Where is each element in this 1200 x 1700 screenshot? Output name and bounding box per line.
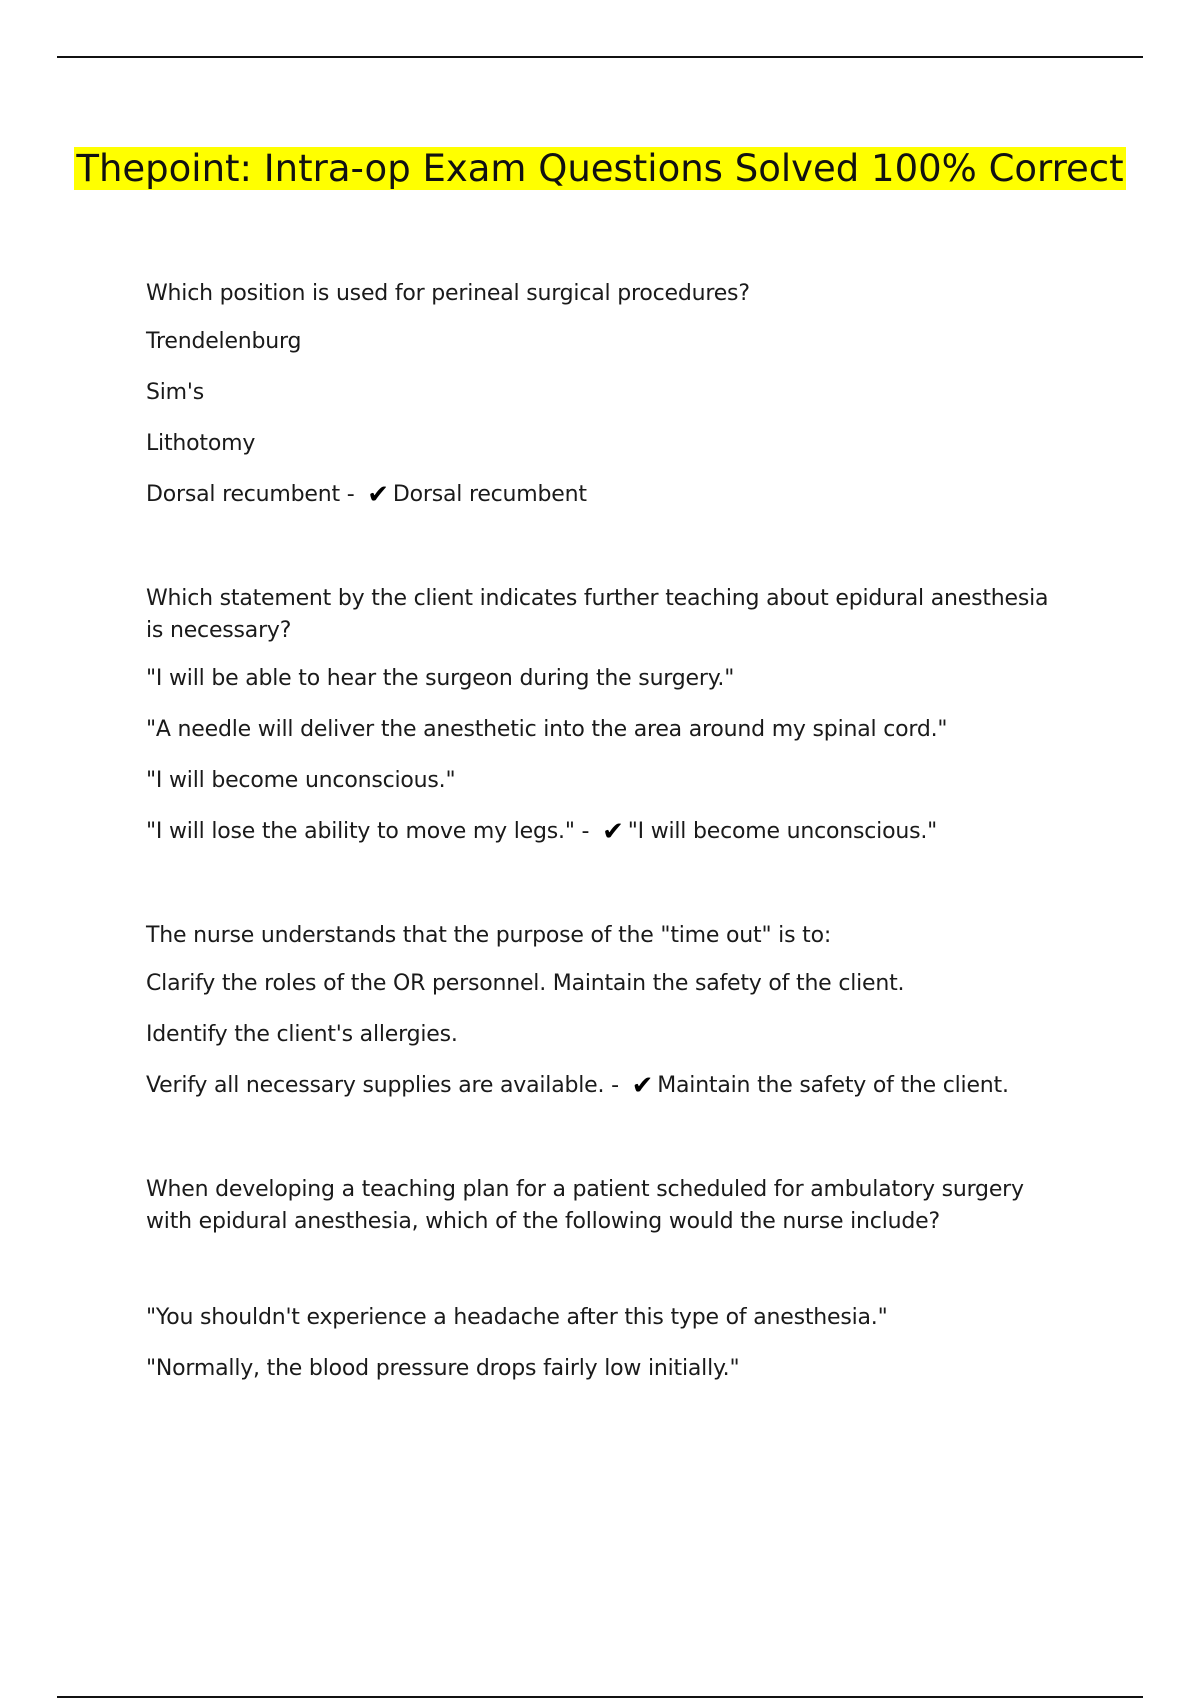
question-block-1 xyxy=(146,278,1066,511)
question-text: Which statement by the client indicates further teaching about epidural anesthesia is necessary? xyxy=(146,586,1049,643)
question-text: The nurse understands that the purpose of the "time out" is to: xyxy=(146,923,832,948)
header-rule xyxy=(57,56,1143,58)
option-text: "A needle will deliver the anesthetic into the area around my spinal cord." xyxy=(146,717,948,742)
option-text: Verify all necessary supplies are available. - xyxy=(146,1073,619,1098)
answer-line xyxy=(146,816,1066,848)
question-block-4 xyxy=(146,1174,1066,1385)
option-text: Trendelenburg xyxy=(146,329,302,354)
answer-text: Maintain the safety of the client. xyxy=(657,1073,1009,1098)
option-text: "Normally, the blood pressure drops fairly low initially." xyxy=(146,1356,740,1381)
title-block xyxy=(0,140,1200,198)
answer-text: Dorsal recumbent xyxy=(392,482,587,507)
option-text: "I will lose the ability to move my legs." - xyxy=(146,819,590,844)
answer-line xyxy=(146,1070,1066,1102)
question-text: When developing a teaching plan for a patient scheduled for ambulatory surgery with epidural anesthesia, which of the following would the nurse include? xyxy=(146,1177,1024,1234)
checkmark-icon: ✔ xyxy=(602,817,624,847)
option-text: "You shouldn't experience a headache after this type of anesthesia." xyxy=(146,1305,888,1330)
option-text: Identify the client's allergies. xyxy=(146,1022,458,1047)
question-block-2 xyxy=(146,583,1066,848)
option-text: "I will be able to hear the surgeon during the surgery." xyxy=(146,666,735,691)
footer-rule xyxy=(57,1696,1143,1698)
page-title: Thepoint: Intra-op Exam Questions Solved 100% Correct xyxy=(76,147,1124,190)
option-text: "I will become unconscious." xyxy=(146,768,456,793)
checkmark-icon: ✔ xyxy=(367,480,389,510)
option-text: Clarify the roles of the OR personnel. Maintain the safety of the client. xyxy=(146,971,905,996)
spacer xyxy=(146,1254,1066,1302)
checkmark-icon: ✔ xyxy=(631,1071,654,1101)
answer-text: "I will become unconscious." xyxy=(627,819,938,844)
option-text: Sim's xyxy=(146,380,205,405)
option-text: Dorsal recumbent - xyxy=(146,482,355,507)
question-block-3 xyxy=(146,920,1066,1102)
option-text: Lithotomy xyxy=(146,431,256,456)
question-text: Which position is used for perineal surgical procedures? xyxy=(146,281,750,306)
answer-line xyxy=(146,479,1066,511)
question-list xyxy=(146,278,1066,1457)
